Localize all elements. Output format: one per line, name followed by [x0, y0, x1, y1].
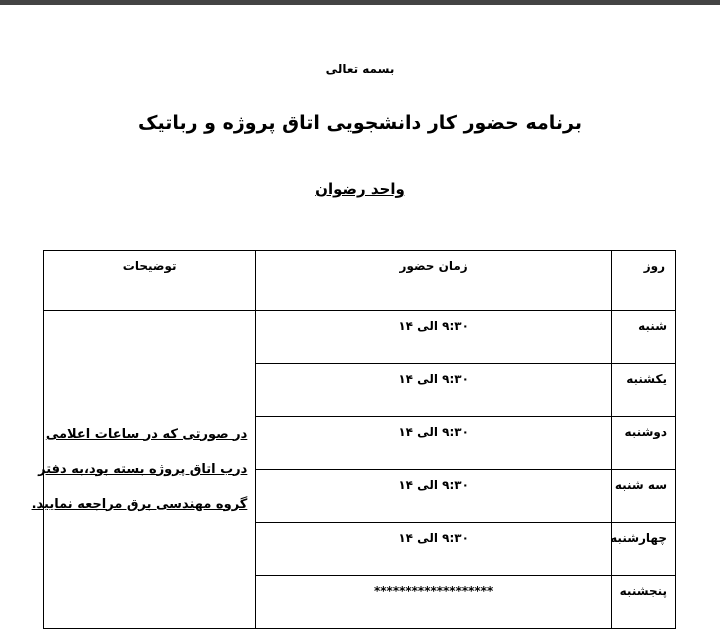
day-cell: شنبه — [611, 311, 675, 364]
time-cell: ۹:۳۰ الی ۱۴ — [256, 470, 612, 523]
time-cell: ۹:۳۰ الی ۱۴ — [256, 523, 612, 576]
note-line: گروه مهندسی برق مراجعه نمایید. — [31, 496, 248, 512]
unit-heading — [0, 180, 720, 198]
unit-heading-text: واحد رضوان — [315, 180, 405, 198]
day-cell: دوشنبه — [611, 417, 675, 470]
time-cell: ۹:۳۰ الی ۱۴ — [256, 311, 612, 364]
day-cell: سه شنبه — [611, 470, 675, 523]
day-cell: چهارشنبه — [611, 523, 675, 576]
note-line: درب اتاق پروژه بسته بود،به دفتر — [38, 461, 248, 477]
schedule-table — [31, 250, 676, 629]
notes-cell — [31, 311, 256, 629]
time-cell: ۹:۳۰ الی ۱۴ — [256, 417, 612, 470]
header-time: زمان حضور — [256, 251, 612, 311]
page-title: برنامه حضور کار دانشجویی اتاق پروژه و رباتیک — [138, 112, 582, 134]
day-cell: پنجشنبه — [611, 576, 675, 629]
day-cell: یکشنبه — [611, 364, 675, 417]
time-cell: ۹:۳۰ الی ۱۴ — [256, 364, 612, 417]
table-header-row — [44, 251, 676, 311]
invocation-text: بسمه تعالی — [325, 62, 395, 76]
header-day: روز — [611, 251, 675, 311]
page-top-border — [0, 0, 720, 5]
table-row — [44, 311, 676, 364]
time-cell: ******************* — [256, 576, 612, 629]
header-notes: توضیحات — [44, 251, 256, 311]
note-line: در صورتی که در ساعات اعلامی — [45, 426, 248, 442]
